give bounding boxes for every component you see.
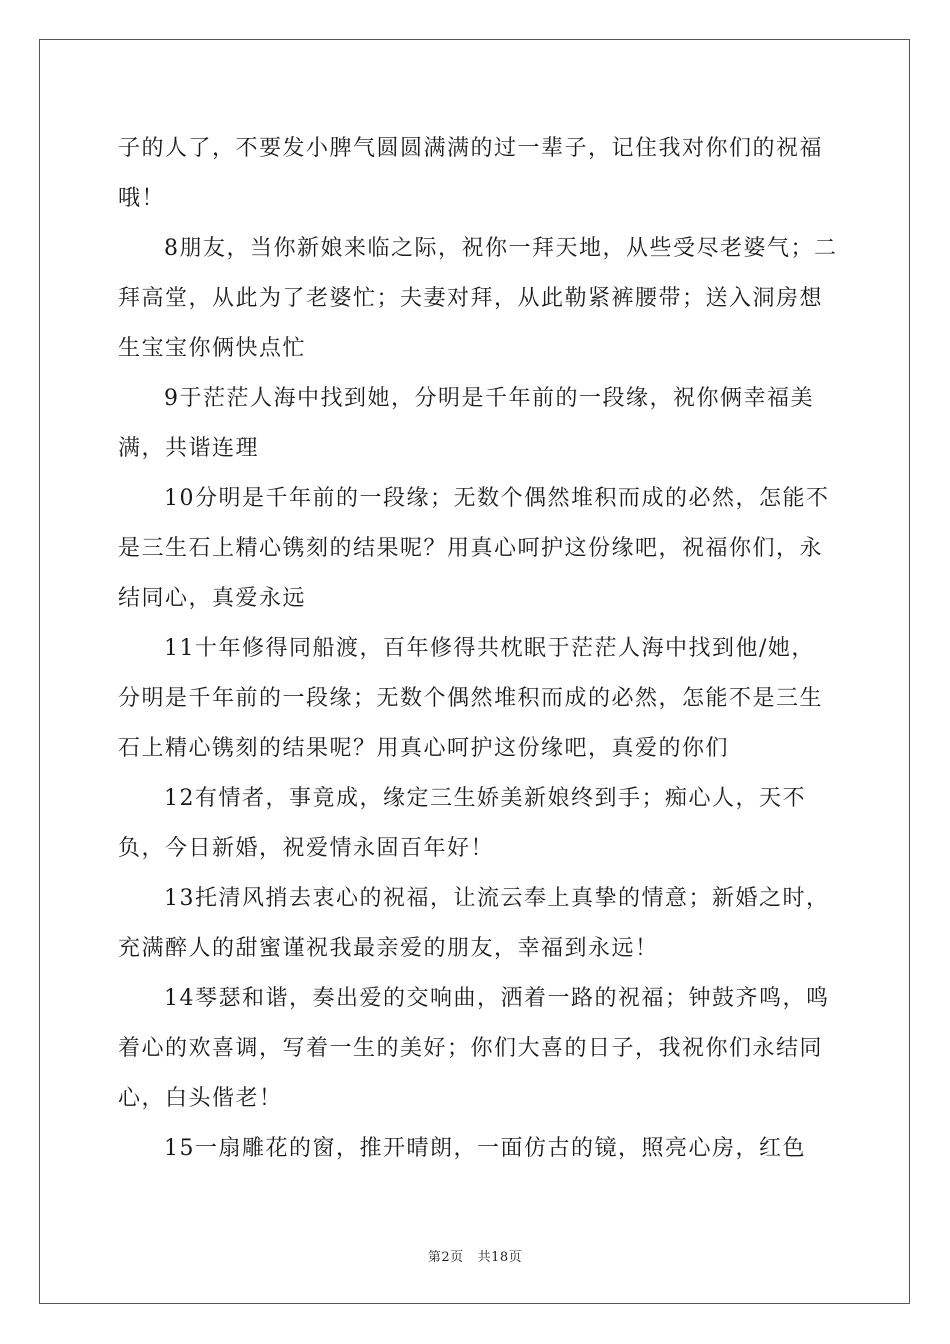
paragraph-continuation: 子的人了，不要发小脾气圆圆满满的过一辈子，记住我对你们的祝福哦！ bbox=[118, 136, 824, 211]
paragraph-12: 12有情者，事竟成，缘定三生娇美新娘终到手；痴心人，天不负，今日新婚，祝爱情永固百年好！ bbox=[118, 786, 806, 861]
page-total: 共18页 bbox=[477, 1250, 523, 1265]
paragraph-8: 8朋友，当你新娘来临之际，祝你一拜天地，从些受尽老婆气；二拜高堂，从此为了老婆忙；夫妻对拜，从此勒紧裤腰带；送入洞房想生宝宝你俩快点忙 bbox=[118, 236, 838, 361]
paragraph-14: 14琴瑟和谐，奏出爱的交响曲，洒着一路的祝福；钟鼓齐鸣，鸣着心的欢喜调，写着一生的美好；你们大喜的日子，我祝你们永结同心，白头偕老！ bbox=[118, 986, 830, 1111]
page-number: 第2页 bbox=[427, 1250, 464, 1265]
page-footer bbox=[0, 1246, 950, 1265]
paragraph-10: 10分明是千年前的一段缘；无数个偶然堆积而成的必然，怎能不是三生石上精心镌刻的结果呢？用真心呵护这份缘吧，祝福你们，永结同心，真爱永远 bbox=[118, 486, 830, 611]
paragraph-11: 11十年修得同船渡，百年修得共枕眠于茫茫人海中找到他/她，分明是千年前的一段缘；无数个偶然堆积而成的必然，怎能不是三生石上精心镌刻的结果呢？用真心呵护这份缘吧，真爱的你们 bbox=[118, 636, 824, 761]
paragraph-13: 13托清风捎去衷心的祝福，让流云奉上真挚的情意；新婚之时，充满醉人的甜蜜谨祝我最亲爱的朋友，幸福到永远！ bbox=[118, 886, 830, 961]
paragraph-15: 15一扇雕花的窗，推开晴朗，一面仿古的镜，照亮心房，红色 bbox=[164, 1136, 806, 1161]
document-body bbox=[118, 124, 838, 1174]
paragraph-9: 9于茫茫人海中找到她，分明是千年前的一段缘，祝你俩幸福美满，共谐连理 bbox=[118, 386, 814, 461]
